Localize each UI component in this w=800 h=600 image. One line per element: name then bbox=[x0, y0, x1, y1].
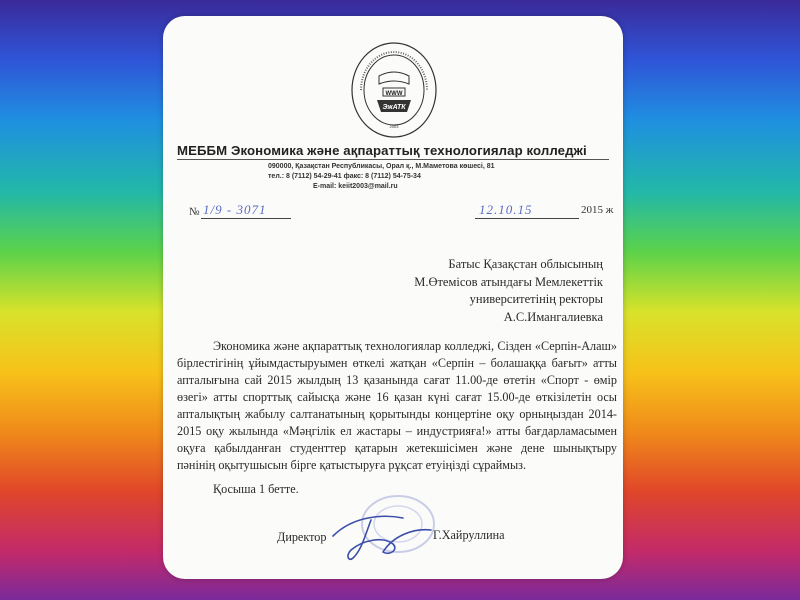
date-year: 2015 ж bbox=[581, 204, 614, 216]
reg-prefix: № bbox=[189, 206, 200, 218]
body-paragraph: Экономика және ақпараттық технологиялар колледжі, Сізден «Серпін-Алаш» бірлестігінің ұйымдастыруымен өткелі жатқан «Серпін – болашаққа бағыт» атты апталығына сай 2015 жылдың 13 қазанында сағат 11.00-де өтетін «Спорт - өмір өзегі» атты спорттық сайысқа және 16 қазан күні сағат 15.00-де өткізілетін осы апталықтың жабылу салтанатының қорытынды концертіне оқу орныңыздан 2014-2015 оқу жылында «Мәңгілік ел жастары – индустрияға!» атты бағдарламасымен оқуға қабылданған студенттер қатарын жетекшісімен және дене шынықтыру пәнінің оқытушысын бірге қатыстыруға рұқсат етуіңізді сұраймыз. bbox=[177, 339, 617, 472]
date-line bbox=[475, 218, 579, 219]
recipient-line: университетінің ректоры bbox=[469, 292, 603, 306]
reg-number-handwritten: 1/9 - 3071 bbox=[203, 202, 267, 217]
letterhead-divider bbox=[177, 159, 609, 160]
college-address: 090000, Қазақстан Республикасы, Орал қ., М.Маметова көшесі, 81 bbox=[268, 163, 495, 170]
svg-text:2003: 2003 bbox=[389, 124, 399, 129]
signature-title: Директор bbox=[277, 530, 327, 544]
recipient-line: А.С.Имангалиевка bbox=[503, 309, 603, 324]
svg-text:WWW: WWW bbox=[385, 91, 403, 97]
college-name: МЕББМ Экономика және ақпараттық технологиялар колледжі bbox=[177, 143, 587, 158]
college-seal-logo bbox=[349, 40, 439, 140]
reg-number-line bbox=[201, 218, 291, 219]
recipient-line: Батыс Қазақстан облысының bbox=[448, 257, 603, 271]
director-signature bbox=[323, 506, 438, 566]
college-phone: тел.: 8 (7112) 54-29-41 факс: 8 (7112) 54-75-34 bbox=[268, 173, 421, 180]
recipient-block bbox=[303, 256, 603, 326]
date-handwritten: 12.10.15 bbox=[479, 202, 533, 217]
svg-text:ЭжАТК: ЭжАТК bbox=[382, 104, 406, 111]
letter-body bbox=[177, 338, 617, 474]
letter-paper bbox=[163, 16, 623, 579]
signature-name: Г.Хайруллина bbox=[433, 528, 505, 542]
attachment-note: Қосыша 1 бетте. bbox=[213, 482, 299, 496]
college-email: E-mail: keiit2003@mail.ru bbox=[313, 183, 398, 190]
recipient-line: М.Өтемісов атындағы Мемлекеттік bbox=[414, 274, 603, 289]
